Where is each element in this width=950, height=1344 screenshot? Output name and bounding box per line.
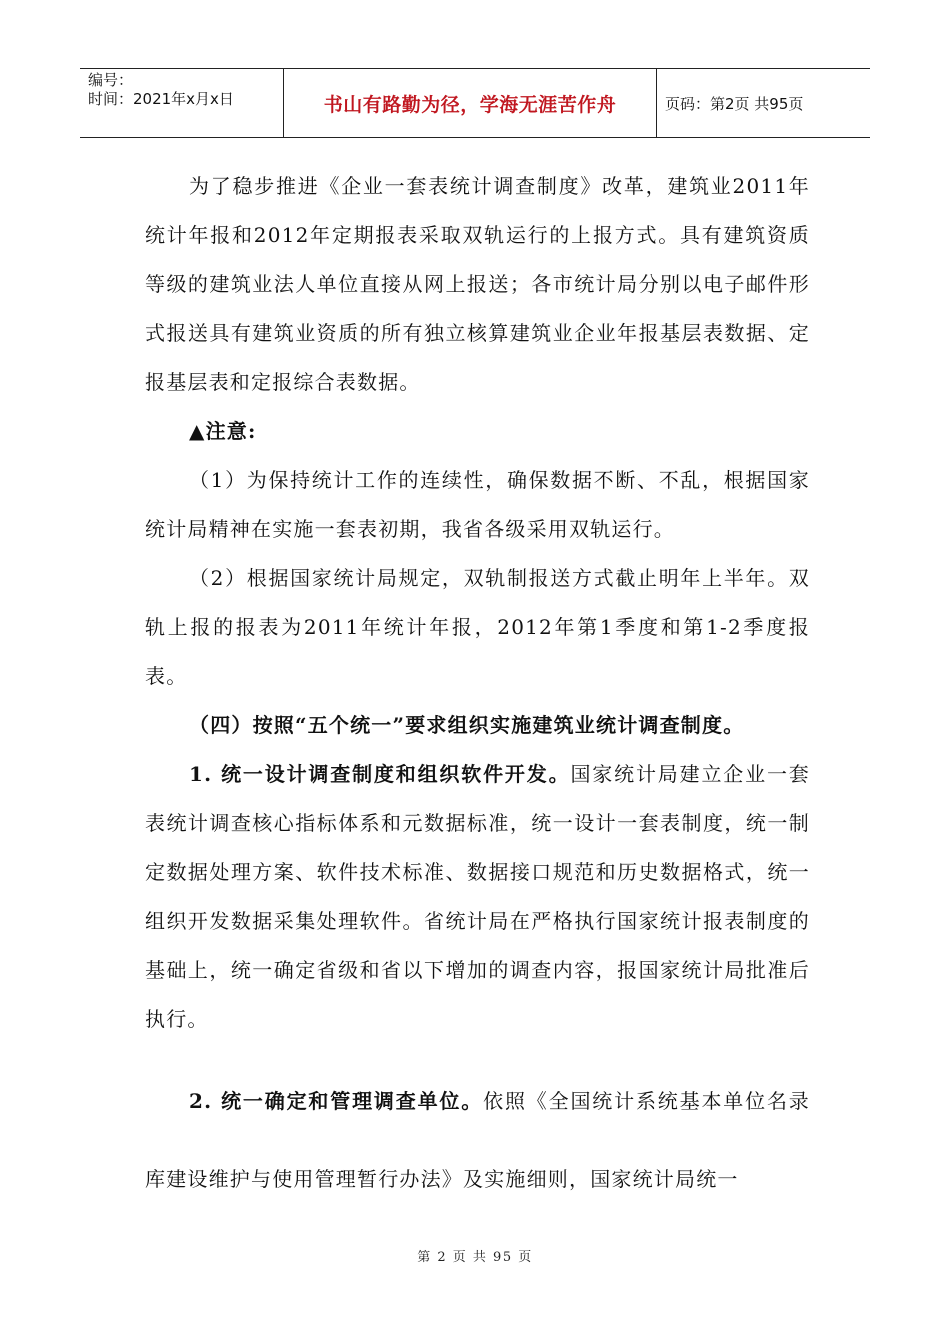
list-item-2-text: 依照《全国统计系统基本单位名录库建设维护与使用管理暂行办法》及实施细则，国家统计局统一 bbox=[145, 1089, 811, 1191]
list-item-2-lead: 2. 统一确定和管理调查单位。 bbox=[189, 1089, 484, 1113]
list-item-1-text: 国家统计局建立企业一套表统计调查核心指标体系和元数据标准，统一设计一套表制度，统一制定数据处理方案、软件技术标准、数据接口规范和历史数据格式，统一组织开发数据采集处理软件。省统计局在严格执行国家统计报表制度的基础上，统一确定省级和省以下增加的调查内容，报国家统计局批准后执行。 bbox=[145, 762, 810, 1031]
note-title: ▲注意: bbox=[189, 419, 257, 443]
note-item-2: （2）根据国家统计局规定，双轨制报送方式截止明年上半年。双轨上报的报表为2011年统计年报，2012年第1季度和第1-2季度报表。 bbox=[145, 566, 810, 688]
header-motto: 书山有路勤为径，学海无涯苦作舟 bbox=[283, 69, 657, 137]
paragraph-dual-track-intro: 为了稳步推进《企业一套表统计调查制度》改革，建筑业2011年统计年报和2012年定期报表采取双轨运行的上报方式。具有建筑资质等级的建筑业法人单位直接从网上报送；各市统计局分别以电子邮件形式报送具有建筑业资质的所有独立核算建筑业企业年报基层表数据、定报基层表和定报综合表数据。 bbox=[145, 174, 810, 394]
header-meta bbox=[80, 69, 283, 137]
page-header bbox=[80, 68, 870, 138]
note-item-1: （1）为保持统计工作的连续性，确保数据不断、不乱，根据国家统计局精神在实施一套表初期，我省各级采用双轨运行。 bbox=[145, 468, 810, 541]
list-item-1-lead: 1. 统一设计调查制度和组织软件开发。 bbox=[189, 762, 571, 786]
list-item-1 bbox=[145, 750, 810, 1044]
date-label: 时间：2021年x月x日 bbox=[88, 90, 234, 108]
list-item-2 bbox=[145, 1062, 810, 1218]
page-footer: 第 2 页 共 95 页 bbox=[417, 1250, 533, 1265]
section-heading: （四）按照“五个统一”要求组织实施建筑业统计调查制度。 bbox=[189, 713, 745, 737]
header-page-info: 页码：第2页 共95页 bbox=[665, 94, 804, 113]
serial-number-label: 编号： bbox=[88, 71, 134, 89]
document-body bbox=[145, 162, 810, 1218]
